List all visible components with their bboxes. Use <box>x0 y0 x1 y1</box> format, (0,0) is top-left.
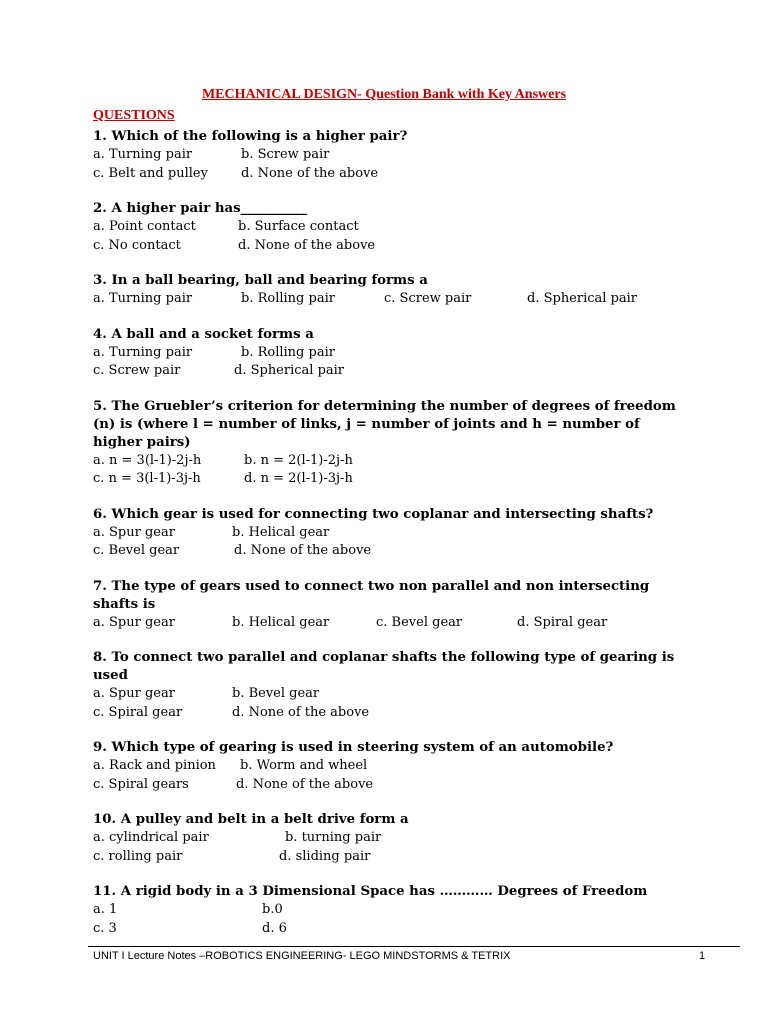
answer-option: b. Screw pair <box>241 147 330 162</box>
question-item <box>93 506 693 561</box>
question-text: 6. Which gear is used for connecting two coplanar and intersecting shafts? <box>93 506 654 522</box>
question-item <box>93 811 693 866</box>
answer-option: b. Rolling pair <box>241 291 335 306</box>
footer-text: UNIT I Lecture Notes –ROBOTICS ENGINEERING- LEGO MINDSTORMS & TETRIX <box>93 950 511 962</box>
answer-option: a. cylindrical pair <box>93 830 209 845</box>
answer-option: b. Worm and wheel <box>240 758 368 773</box>
question-item <box>93 883 693 938</box>
answer-option: a. Spur gear <box>93 614 175 630</box>
footer-divider <box>88 946 740 947</box>
page-number: 1 <box>699 950 706 962</box>
answer-option: b. Helical gear <box>232 614 330 630</box>
option-row <box>93 542 693 561</box>
answer-option: c. Bevel gear <box>93 543 180 558</box>
option-row <box>93 290 693 309</box>
answer-option: c. Belt and pulley <box>93 165 208 181</box>
question-text: 7. The type of gears used to connect two non parallel and non intersecting shafts is <box>93 578 650 612</box>
option-row <box>93 614 693 633</box>
answer-option: a. Turning pair <box>93 291 193 306</box>
answer-option: d. None of the above <box>232 704 370 720</box>
question-list <box>93 128 693 955</box>
option-row <box>93 452 693 471</box>
answer-option: b.0 <box>262 902 283 917</box>
answer-option: d. None of the above <box>236 776 374 792</box>
answer-option: c. No contact <box>93 237 181 253</box>
answer-option: d. None of the above <box>241 165 379 181</box>
question-item <box>93 578 693 633</box>
option-row <box>93 829 693 848</box>
answer-option: c. Spiral gears <box>93 776 189 792</box>
answer-option: c. Screw pair <box>93 363 181 378</box>
option-row <box>93 237 693 256</box>
answer-option: c. n = 3(l-1)-3j-h <box>93 471 201 486</box>
answer-option: b. Bevel gear <box>232 686 320 701</box>
answer-option: b. Surface contact <box>238 219 359 234</box>
document-title: MECHANICAL DESIGN- Question Bank with Key Answers <box>201 87 567 102</box>
option-row <box>93 920 693 939</box>
question-item <box>93 272 693 309</box>
answer-option: a. n = 3(l-1)-2j-h <box>93 452 202 468</box>
option-row <box>93 470 693 489</box>
question-text: 3. In a ball bearing, ball and bearing forms a <box>93 273 428 288</box>
answer-option: d. Spherical pair <box>527 291 638 306</box>
answer-option: d. Spiral gear <box>517 614 608 630</box>
answer-option: b. Helical gear <box>232 524 330 540</box>
option-row <box>93 524 693 543</box>
question-text: 2. A higher pair has__________ <box>93 201 308 216</box>
question-item <box>93 128 693 183</box>
option-row <box>93 362 693 381</box>
question-text: 11. A rigid body in a 3 Dimensional Space has ………… Degrees of Freedom <box>93 884 648 899</box>
question-item <box>93 398 693 489</box>
answer-option: b. turning pair <box>285 830 382 845</box>
answer-option: d. Spherical pair <box>234 363 345 378</box>
question-item <box>93 649 693 722</box>
answer-option: b. Rolling pair <box>241 344 335 360</box>
option-row <box>93 704 693 723</box>
question-item <box>93 739 693 794</box>
answer-option: b. n = 2(l-1)-2j-h <box>244 452 353 468</box>
option-row <box>93 848 693 867</box>
answer-option: d. n = 2(l-1)-3j-h <box>244 471 353 486</box>
question-item <box>93 200 693 255</box>
answer-option: a. Spur gear <box>93 524 175 540</box>
option-row <box>93 757 693 776</box>
option-row <box>93 776 693 795</box>
answer-option: a. Spur gear <box>93 686 175 701</box>
answer-option: c. Spiral gear <box>93 704 183 720</box>
question-text: 10. A pulley and belt in a belt drive form a <box>93 812 409 827</box>
answer-option: a. Turning pair <box>93 344 193 360</box>
answer-option: c. rolling pair <box>93 848 183 864</box>
option-row <box>93 218 693 237</box>
question-text: 4. A ball and a socket forms a <box>93 326 314 342</box>
answer-option: a. Rack and pinion <box>93 758 216 773</box>
section-heading: QUESTIONS <box>93 108 175 123</box>
question-text: 1. Which of the following is a higher pair? <box>93 129 408 144</box>
question-item <box>93 326 693 381</box>
answer-option: c. Bevel gear <box>376 614 463 630</box>
option-row <box>93 344 693 363</box>
option-row <box>93 901 693 920</box>
answer-option: d. None of the above <box>234 543 372 558</box>
answer-option: a. 1 <box>93 902 118 917</box>
answer-option: c. Screw pair <box>384 291 472 306</box>
option-row <box>93 146 693 165</box>
question-text: 5. The Gruebler’s criterion for determining the number of degrees of freedom (n) is (where l = number of links, j = number of joints and h = number of higher pairs) <box>93 398 676 450</box>
answer-option: a. Turning pair <box>93 147 193 162</box>
option-row <box>93 685 693 704</box>
answer-option: d. sliding pair <box>279 848 371 864</box>
question-text: 9. Which type of gearing is used in steering system of an automobile? <box>93 740 614 755</box>
answer-option: a. Point contact <box>93 219 196 234</box>
question-text: 8. To connect two parallel and coplanar shafts the following type of gearing is used <box>93 650 675 683</box>
option-row <box>93 165 693 184</box>
answer-option: d. 6 <box>262 920 287 936</box>
answer-option: d. None of the above <box>238 237 376 253</box>
answer-option: c. 3 <box>93 920 117 936</box>
